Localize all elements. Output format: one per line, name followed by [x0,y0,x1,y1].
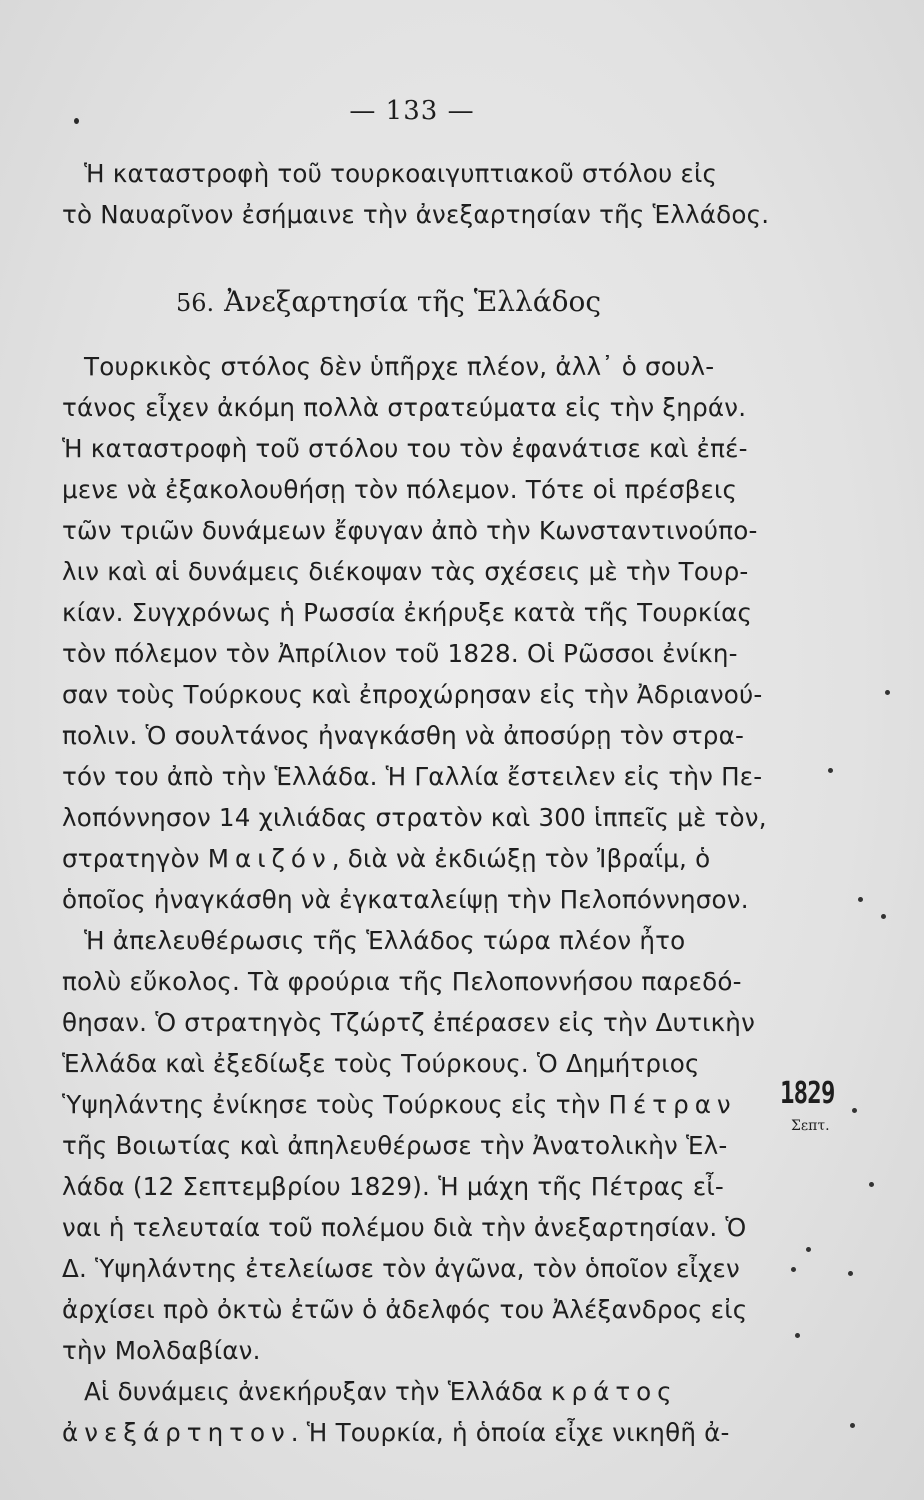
text-line: λάδα (12 Σεπτεμβρίου 1829). Ἡ μάχη τῆς Πέτρας εἶ- [62,1172,724,1201]
ink-speck [848,1271,853,1276]
text-line: θησαν. Ὁ στρατηγὸς Τζώρτζ ἐπέρασεν εἰς τὴν Δυτικὴν [62,1008,756,1037]
text-line: Τουρκικὸς στόλος δὲν ὑπῆρχε πλέον, ἀλλ᾿ ὁ σουλ- [84,352,715,381]
ink-speck [795,1333,800,1338]
spaced-term: ἀνεξάρτητον [62,1418,291,1447]
text-line: Ἡ καταστροφὴ τοῦ στόλου του τὸν ἐφανάτισε καὶ ἐπέ- [62,434,748,463]
text-line: μενε νὰ ἐξακολουθήσῃ τὸν πόλεμον. Τότε οἱ πρέσβεις [62,475,738,504]
text-line: τὸ Ναυαρῖνον ἐσήμαινε τὴν ἀνεξαρτησίαν τῆς Ἑλλάδος. [62,200,770,229]
spaced-place: Πέτραν [608,1090,737,1119]
text-line: τῶν τριῶν δυνάμεων ἔφυγαν ἀπὸ τὴν Κωνσταντινούπο- [62,516,758,545]
ink-speck [791,1267,796,1272]
text-segment: . Ἡ Τουρκία, ἡ ὁποία εἶχε νικηθῆ ἀ- [290,1418,730,1447]
text-line: ναι ἡ τελευταία τοῦ πολέμου διὰ τὴν ἀνεξαρτησίαν. Ὁ [62,1213,747,1242]
section-number: 56. [176,289,215,317]
text-line: λιν καὶ αἱ δυνάμεις διέκοψαν τὰς σχέσεις μὲ τὴν Τουρ- [62,557,749,586]
text-segment: στρατηγὸν [62,844,200,873]
text-line: τόν του ἀπὸ τὴν Ἑλλάδα. Ἡ Γαλλία ἔστειλεν εἰς τὴν Πε- [62,762,763,791]
text-segment: Αἱ δυνάμεις ἀνεκήρυξαν τὴν Ἑλλάδα [84,1377,543,1406]
text-line [62,842,782,875]
ink-speck [881,914,886,919]
ink-speck [850,1423,855,1428]
text-line: τῆς Βοιωτίας καὶ ἀπηλευθέρωσε τὴν Ἀνατολικὴν Ἑλ- [62,1131,728,1160]
text-line: Ἑλλάδα καὶ ἐξεδίωξε τοὺς Τούρκους. Ὁ Δημήτριος [62,1049,700,1078]
margin-year: 1829 [780,1076,835,1111]
ink-speck [828,768,833,773]
text-line: Ἡ καταστροφὴ τοῦ τουρκοαιγυπτιακοῦ στόλου εἰς [84,159,718,188]
text-line [84,1375,782,1408]
ink-speck [852,1108,857,1113]
text-line [62,1416,782,1449]
text-line: ὁποῖος ἠναγκάσθη νὰ ἐγκαταλείψῃ τὴν Πελοπόννησον. [62,885,749,914]
spaced-term: κράτος [551,1377,678,1406]
text-line: τὴν Μολδαβίαν. [62,1336,261,1365]
text-line: κίαν. Συγχρόνως ἡ Ρωσσία ἐκήρυξε κατὰ τῆς Τουρκίας [62,598,753,627]
ink-speck [858,897,863,902]
margin-month: Σεπτ. [791,1118,830,1134]
text-line: λοπόννησον 14 χιλιάδας στρατὸν καὶ 300 ἱππεῖς μὲ τὸν, [62,803,767,832]
ink-speck [885,690,890,695]
text-line: Δ. Ὑψηλάντης ἐτελείωσε τὸν ἀγῶνα, τὸν ὁποῖον εἶχεν [62,1254,740,1283]
text-line: ἀρχίσει πρὸ ὀκτὼ ἐτῶν ὁ ἀδελφός του Ἀλέξανδρος εἰς [62,1295,748,1324]
text-line [62,1088,782,1121]
page-number: — 133 — [349,96,475,126]
ink-speck [869,1182,874,1187]
text-line: τὸν πόλεμον τὸν Ἀπρίλιον τοῦ 1828. Οἱ Ρῶσσοι ἐνίκη- [62,639,738,668]
text-line: πολιν. Ὁ σουλτάνος ἠναγκάσθη νὰ ἀποσύρῃ τὸν στρα- [62,721,745,750]
section-heading [176,282,601,323]
text-line: τάνος εἶχεν ἀκόμη πολλὰ στρατεύματα εἰς τὴν ξηράν. [62,393,747,422]
text-line: πολὺ εὔκολος. Τὰ φρούρια τῆς Πελοποννήσου παρεδό- [62,967,742,996]
spaced-name: Μαιζόν [207,844,332,873]
section-title: Ἀνεξαρτησία τῆς Ἑλλάδος [224,285,602,318]
text-line: Ἡ ἀπελευθέρωσις τῆς Ἑλλάδος τώρα πλέον ἦτο [84,926,686,955]
text-line: σαν τοὺς Τούρκους καὶ ἐπροχώρησαν εἰς τὴν Ἀδριανού- [62,680,763,709]
ink-speck [806,1247,811,1252]
text-segment: , διὰ νὰ ἐκδιώξῃ τὸν Ἰβραΐμ, ὁ [331,844,711,873]
text-segment: Ὑψηλάντης ἐνίκησε τοὺς Τούρκους εἰς τὴν [62,1090,601,1119]
